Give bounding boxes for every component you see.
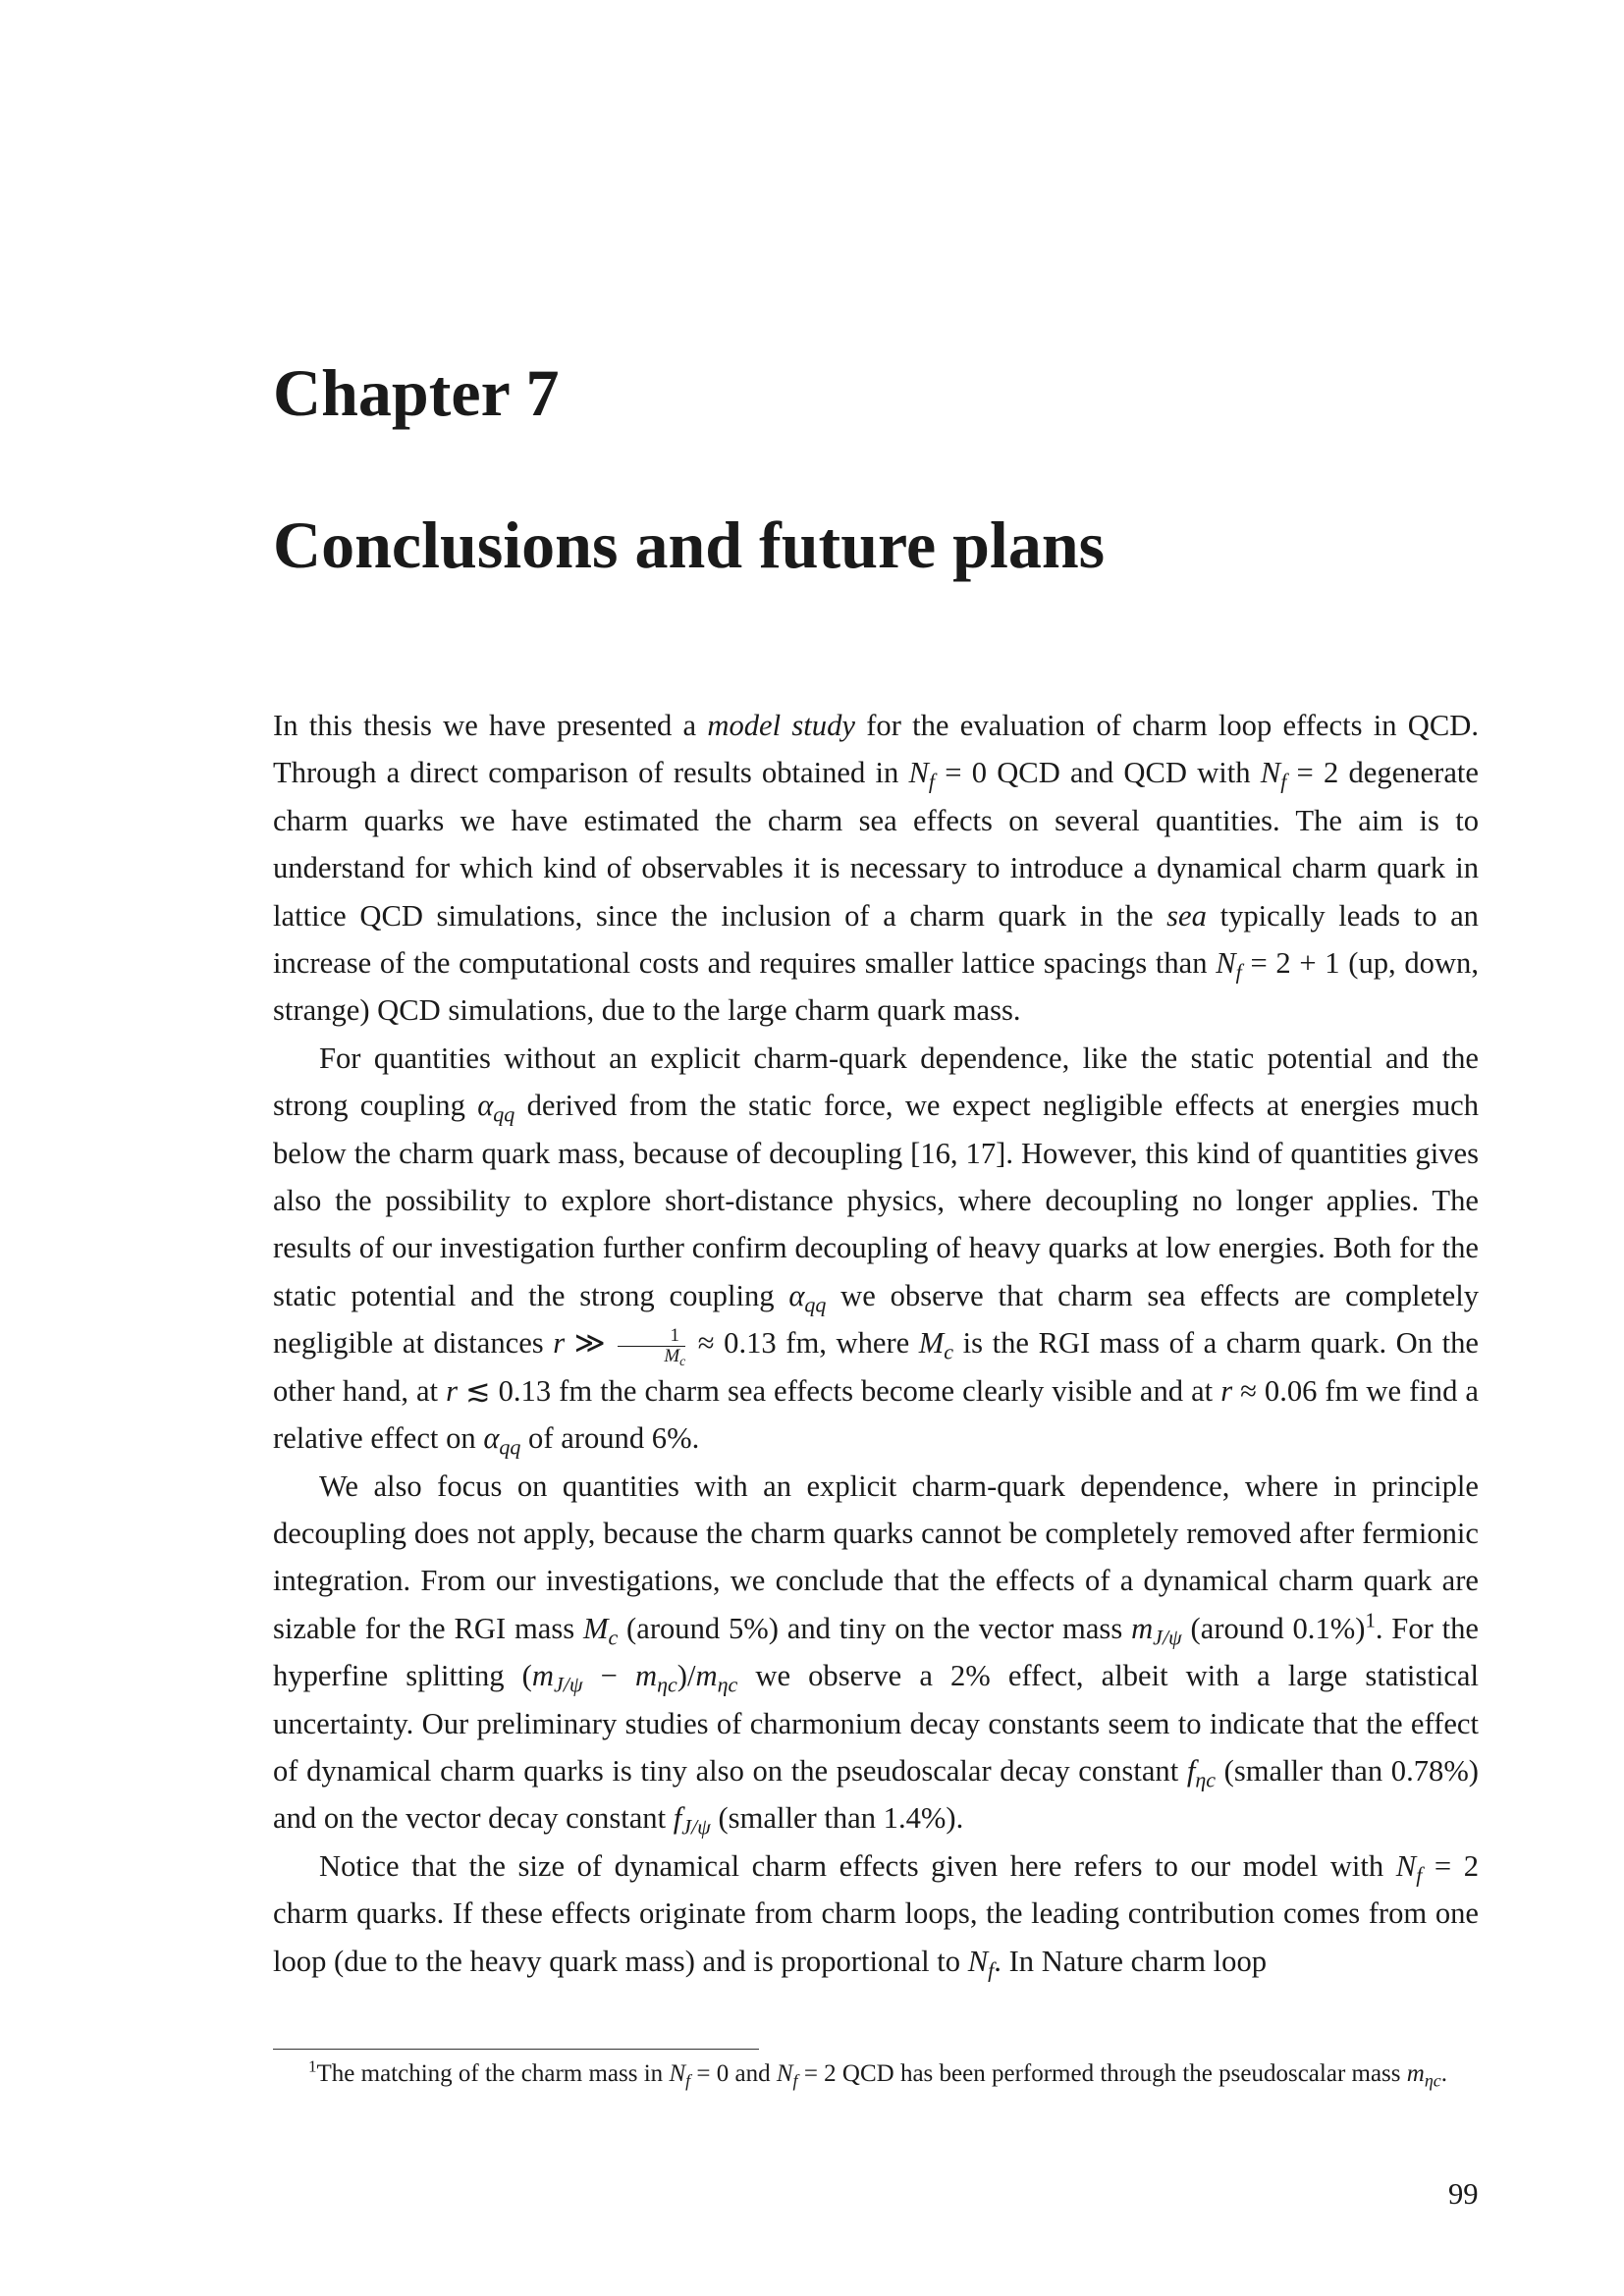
footnote-marker: 1 [1365, 1609, 1376, 1632]
footnote: $^1$The matching of the charm mass in $N_f = 0$ and $N_f = 2$ QCD has been performed through the pseudoscalar mass $m_{\eta c}$. [308, 2056, 1448, 2091]
chapter-body [273, 702, 1479, 1985]
paragraph-4: Notice that the size of dynamical charm effects given here refers to our model with $N_f = 2$ charm quarks. If these effects originate from charm loops, the leading contribution comes from one loop (due to the heavy quark mass) and is proportional to $N_f$. In Nature charm loop [273, 1848, 1479, 1983]
chapter-number: Chapter 7 [273, 355, 560, 430]
footnote-divider [273, 2049, 759, 2050]
fraction-one-over-mc: $\frac{1}{M_c}$ [618, 1326, 685, 1366]
chapter-title: Conclusions and future plans [273, 507, 1106, 582]
page-number: 99 [1448, 2177, 1479, 2211]
paragraph-1: In this thesis we have presented a model study for the evaluation of charm loop effects in QCD. Through a direct comparison of results obtained in $N_f = 0$ QCD and QCD with $N_f = 2$ degenerate charm quarks we have estimated the charm sea effects on several quantities. The aim is to understand for which kind of observables it is necessary to introduce a dynamical charm quark in lattice QCD simulations, since the inclusion of a charm quark in the sea typically leads to an increase of the computational costs and requires smaller lattice spacings than $N_f = 2 + 1$ (up, down, strange) QCD simulations, due to the large charm quark mass. [273, 709, 1480, 1028]
footnote-number: 1 [308, 2056, 317, 2076]
paragraph-2: For quantities without an explicit charm-quark dependence, like the static potential and the strong coupling $\alpha_{qq}$ derived from the static force, we expect negligible effects at energies much below the charm quark mass, because of decoupling [16, 17]. However, this kind of quantities gives also the possibility to explore short-distance physics, where decoupling no longer applies. The results of our investigation further confirm decoupling of heavy quarks at low energies. Both for the static potential and the strong coupling $\alpha_{qq}$ we observe that charm sea effects are completely negligible at distances r ≫ $\frac{1}{M_c}$ ≈ 0.13 fm, where $M_c$ is the RGI mass of a charm quark. On the other hand, at r ≲ 0.13 fm the charm sea effects become clearly visible and at r ≈ 0.06 fm we find a relative effect on $\alpha_{qq}$ of around 6%. [273, 1041, 1479, 1460]
paragraph-3: We also focus on quantities with an explicit charm-quark dependence, where in principle decoupling does not apply, because the charm quarks cannot be completely removed after fermionic integration. From our investigations, we conclude that the effects of a dynamical charm quark are sizable for the RGI mass $M_c$ (around 5%) and tiny on the vector mass $m_{J/\psi}$ (around 0.1%)$^1$. For the hyperfine splitting $(m_{J/\psi} - m_{\eta c})/m_{\eta c}$ we observe a 2% effect, albeit with a large statistical uncertainty. Our preliminary studies of charmonium decay constants seem to indicate that the effect of dynamical charm quarks is tiny also on the pseudoscalar decay constant $f_{\eta c}$ (smaller than 0.78%) and on the vector decay constant $f_{J/\psi}$ (smaller than 1.4%). [273, 1468, 1480, 1840]
